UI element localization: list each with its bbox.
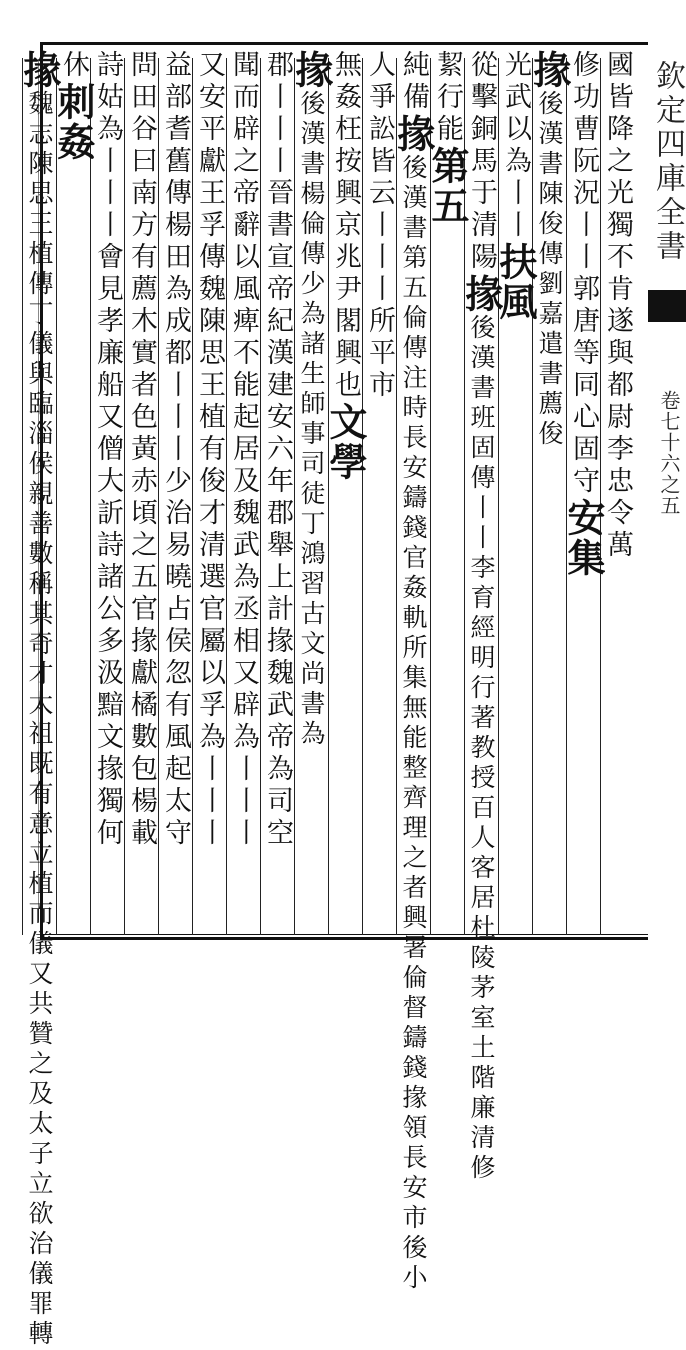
- entry-heading: 刺姦: [51, 82, 96, 162]
- entry-heading: 扶風: [493, 242, 538, 322]
- column-annotation: 後漢書第五倫傳注時長安鑄錢官姦軌所集無能整齊理之者興署倫督鑄錢掾領長安市後小: [399, 154, 428, 1294]
- column-text: 修功曹阮況丨丨郭唐等同心固守: [568, 50, 599, 498]
- running-title: 欽定四庫全書: [650, 60, 685, 264]
- column-rule: [192, 58, 193, 935]
- entry-heading: 第五: [425, 146, 470, 226]
- column-rule: [600, 58, 601, 935]
- column-annotation: 後漢書陳俊傳劉嘉遣書薦俊: [535, 90, 564, 450]
- column-text: 問田谷曰南方有薦木實者色黃赤頃之五官掾獻橘數包楊載: [126, 50, 157, 850]
- text-column: [527, 50, 572, 930]
- column-rule: [566, 58, 567, 935]
- column-text: 郡丨丨丨晉書宣帝紀漢建安六年郡舉上計掾魏武帝為司空: [262, 50, 293, 850]
- column-annotation: 後漢書楊倫傳少為諸生師事司徒丁鴻習古文尚書為: [297, 90, 326, 750]
- column-text: 人爭訟皆云丨丨丨所平市: [364, 50, 395, 402]
- text-column: [493, 50, 538, 930]
- entry-heading: 掾: [527, 50, 572, 90]
- column-rule: [260, 58, 261, 935]
- column-rule: [124, 58, 125, 935]
- column-rule: [362, 58, 363, 935]
- column-text: 益部耆舊傳楊田為成都丨丨丨少治易曉占侯忽有風起太守: [160, 50, 191, 850]
- text-column: [17, 50, 62, 1350]
- text-column: [260, 50, 294, 930]
- entry-heading: 文學: [323, 402, 368, 482]
- column-rule: [226, 58, 227, 935]
- text-column: [362, 50, 396, 930]
- text-column: [226, 50, 260, 930]
- entry-heading: 掾: [289, 50, 334, 90]
- column-text: 詩姑為丨丨丨會見孝廉船又僧大訢詩諸公多汲黯文掾獨何: [92, 50, 123, 850]
- column-rule: [294, 58, 295, 935]
- text-column: [192, 50, 226, 930]
- column-annotation: 後漢書班固傳丨丨李育經明行著教授百人客居杜陵茅室土階廉清修: [467, 314, 496, 1184]
- text-column: [124, 50, 158, 930]
- column-text: 聞而辟之帝辭以風痺不能起居及魏武為丞相又辟為丨丨丨: [228, 50, 259, 850]
- text-column: [561, 50, 606, 930]
- column-rule: [430, 58, 431, 935]
- column-text: 又安平獻王孚傳魏陳思王植有俊才清選官屬以孚為丨丨丨: [194, 50, 225, 850]
- column-rule: [328, 58, 329, 935]
- column-rule: [498, 58, 499, 935]
- text-column: [391, 50, 436, 1294]
- column-text: 純備: [398, 50, 429, 114]
- text-column: [425, 50, 470, 930]
- column-rule: [158, 58, 159, 935]
- fishtail-mark: [648, 290, 686, 322]
- column-text: 國皆降之光獨不肯遂與都尉李忠令萬: [602, 50, 633, 562]
- entry-heading: 掾: [17, 50, 62, 90]
- frame-inner-rule: [40, 934, 648, 935]
- column-text: 絜行能: [432, 50, 463, 146]
- entry-heading: 掾: [459, 274, 504, 314]
- entry-heading: 掾: [391, 114, 436, 154]
- text-column: [51, 50, 96, 930]
- column-text: 從擊銅馬于清陽: [466, 50, 497, 274]
- running-section: 卷七十六之五: [657, 390, 681, 516]
- column-text: 無姦枉按興京兆尹閣興也: [330, 50, 361, 402]
- column-rule: [396, 58, 397, 935]
- column-rule: [56, 58, 57, 935]
- column-text: 光武以為丨丨: [500, 50, 531, 242]
- column-rule: [532, 58, 533, 935]
- column-rule: [90, 58, 91, 935]
- text-column: [323, 50, 368, 930]
- column-rule: [22, 58, 23, 935]
- text-column: [600, 50, 634, 930]
- column-annotation: 魏志陳思王植傳丁儀與臨淄侯親善數稱其奇才太祖既有意立植而儀又共贊之及太子立欲治儀罪轉: [25, 90, 54, 1350]
- column-text: 休: [58, 50, 89, 82]
- entry-heading: 安集: [561, 498, 606, 578]
- text-column: [90, 50, 124, 930]
- text-column: [158, 50, 192, 930]
- text-column: [289, 50, 334, 930]
